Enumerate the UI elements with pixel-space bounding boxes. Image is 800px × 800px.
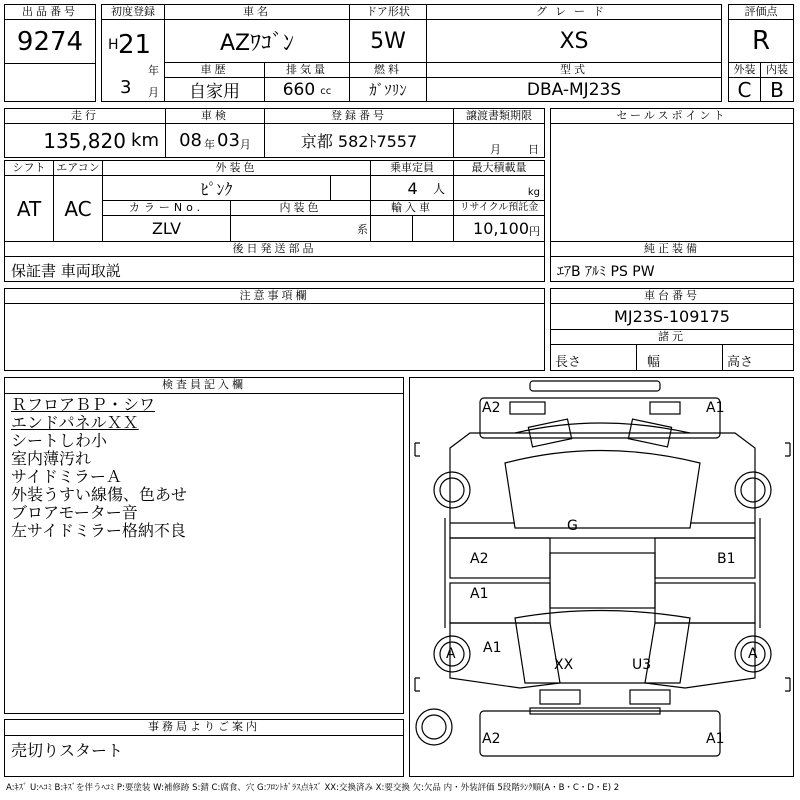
fuel-label: 燃料 xyxy=(349,62,427,78)
damage-mark: A xyxy=(748,646,758,662)
inspector-line: 外装うすい線傷、色あせ xyxy=(11,485,188,504)
spec-length-label: 長さ xyxy=(555,355,582,370)
chassis-label: 車台番号 xyxy=(550,288,794,304)
damage-mark: A1 xyxy=(706,400,725,416)
damage-mark: A1 xyxy=(470,586,489,602)
reg-number-label: 登録番号 xyxy=(264,108,454,124)
inspector-line: ＲフロアＢＰ・シワ xyxy=(11,395,156,414)
capacity-label: 乗車定員 xyxy=(370,160,454,176)
damage-mark: XX xyxy=(554,657,574,673)
max-load-label: 最大積載量 xyxy=(453,160,545,176)
inspector-label: 検査員記入欄 xyxy=(4,377,404,394)
office-box xyxy=(4,735,404,777)
door-label: ドア形状 xyxy=(349,4,427,20)
model-label: 型式 xyxy=(426,62,722,78)
inspector-line: サイドミラーＡ xyxy=(11,467,122,486)
damage-mark: G xyxy=(567,518,578,534)
door-value: 5W xyxy=(349,19,427,63)
transfer-month-unit: 月 xyxy=(490,143,501,156)
car-name: AZﾜｺﾞﾝ xyxy=(164,19,350,63)
int-color-unit: 系 xyxy=(357,222,368,236)
mileage-label: 走行 xyxy=(4,108,166,124)
max-load-box xyxy=(453,175,545,201)
damage-mark: A2 xyxy=(482,731,501,747)
first-reg-era: H xyxy=(108,37,119,53)
mileage-unit: km xyxy=(131,130,159,151)
specs-label: 諸元 xyxy=(550,329,794,345)
first-reg-box xyxy=(101,19,165,102)
spec-height-label: 高さ xyxy=(727,355,754,370)
damage-mark: A2 xyxy=(470,551,489,567)
lot-number: 9274 xyxy=(4,19,96,64)
damage-mark: U3 xyxy=(632,657,652,673)
recycle-box xyxy=(453,215,545,242)
score-label: 評価点 xyxy=(728,4,794,20)
transfer-label: 譲渡書類期限 xyxy=(453,108,545,124)
car-diagram xyxy=(409,377,794,777)
displacement-label: 排気量 xyxy=(264,62,350,78)
ext-score-value: C xyxy=(728,77,761,102)
transfer-box xyxy=(453,123,545,158)
genuine-label: 純正装備 xyxy=(550,241,794,257)
recycle-unit: 円 xyxy=(529,224,540,238)
damage-mark: B1 xyxy=(717,551,736,567)
legend: A:ｷｽﾞ U:ﾍｺﾐ B:ｷｽﾞを伴うﾍｺﾐ P:要塗装 W:補修跡 S:錆 C:腐食、穴 G:ﾌﾛﾝﾄｶﾞﾗｽ点ｷｽﾞ XX:交換済み X:要交換 欠:欠品 内・外装評価 5段階ﾗﾝｸ順(A・B・C・D・E) 2 xyxy=(6,783,620,793)
spec-length-box xyxy=(550,344,637,371)
lot-blank xyxy=(4,63,96,102)
mileage-value: 135,820 xyxy=(43,128,126,153)
car-outline xyxy=(410,378,795,778)
capacity-value: 4 xyxy=(407,178,418,198)
damage-mark: A2 xyxy=(482,400,501,416)
reg-number-value: 京都 582ﾄ7557 xyxy=(264,123,454,158)
score-value: R xyxy=(728,19,794,63)
grade-value: XS xyxy=(426,19,722,63)
transfer-day-unit: 日 xyxy=(528,143,539,156)
spec-height-box xyxy=(722,344,794,371)
displacement-unit: cc xyxy=(320,86,332,97)
int-score-label: 内装 xyxy=(760,62,794,78)
history-value: 自家用 xyxy=(164,77,265,102)
int-color-box xyxy=(230,215,371,242)
car-name-label: 車名 xyxy=(164,4,350,20)
office-label: 事務局よりご案内 xyxy=(4,719,404,736)
ext-score-label: 外装 xyxy=(728,62,761,78)
shift-value: AT xyxy=(4,175,54,242)
sales-point-box xyxy=(550,123,794,242)
office-value: 売切りスタート xyxy=(11,741,124,760)
spec-width-label: 幅 xyxy=(647,355,661,370)
color-no-label: カラーNo. xyxy=(102,200,231,216)
shift-label: シフト xyxy=(4,160,54,176)
import-label: 輸入車 xyxy=(370,200,454,216)
inspector-line: エンドパネルＸＸ xyxy=(11,413,139,432)
later-parts-value: 保証書 車両取説 xyxy=(11,262,121,280)
inspection-label: 車検 xyxy=(165,108,265,124)
int-score-value: B xyxy=(760,77,794,102)
first-reg-month-unit: 月 xyxy=(148,86,159,99)
import-box-2 xyxy=(412,215,454,242)
first-reg-month: 3 xyxy=(120,77,132,98)
capacity-unit: 人 xyxy=(432,181,445,196)
ext-color-value: ﾋﾟﾝｸ xyxy=(102,175,331,201)
inspector-box xyxy=(4,393,404,714)
first-reg-year-unit: 年 xyxy=(148,64,159,77)
first-reg-label: 初度登録 xyxy=(101,4,165,20)
fuel-value: ｶﾞｿﾘﾝ xyxy=(349,77,427,102)
aircon-value: AC xyxy=(53,175,103,242)
grade-label: グレード xyxy=(426,4,722,20)
notes-label: 注意事項欄 xyxy=(4,288,545,304)
notes-box xyxy=(4,303,545,371)
ext-color-blank xyxy=(330,175,371,201)
model-value: DBA-MJ23S xyxy=(426,77,722,102)
inspector-line: ブロアモーター音 xyxy=(11,503,138,522)
inspection-month-unit: 月 xyxy=(239,137,251,151)
mileage-box xyxy=(4,123,166,158)
genuine-box xyxy=(550,256,794,282)
later-parts-box xyxy=(4,256,545,282)
displacement-value: 660 xyxy=(282,79,316,100)
lot-label: 出品番号 xyxy=(4,4,96,20)
inspection-month: 03 xyxy=(217,130,240,151)
inspection-year: 08 xyxy=(179,130,202,151)
first-reg-year: 21 xyxy=(118,30,152,60)
history-label: 車歴 xyxy=(164,62,265,78)
later-parts-label: 後日発送部品 xyxy=(4,241,545,257)
inspection-year-unit: 年 xyxy=(204,137,215,151)
genuine-value: ｴｱB ｱﾙﾐ PS PW xyxy=(557,264,655,280)
damage-mark: A1 xyxy=(483,640,502,656)
import-box-1 xyxy=(370,215,413,242)
inspector-line: 室内薄汚れ xyxy=(11,449,92,468)
max-load-unit: kg xyxy=(527,187,540,198)
inspector-line: シートしわ小 xyxy=(11,431,108,450)
recycle-label: リサイクル預託金 xyxy=(453,200,545,216)
chassis-value: MJ23S-109175 xyxy=(550,303,794,330)
recycle-value: 10,100 xyxy=(473,219,529,238)
sales-point-label: セールスポイント xyxy=(550,108,794,124)
displacement-box xyxy=(264,77,350,102)
inspector-line: 左サイドミラー格納不良 xyxy=(11,521,186,540)
damage-mark: A xyxy=(446,646,456,662)
spec-width-box xyxy=(636,344,723,371)
int-color-label: 内装色 xyxy=(230,200,371,216)
inspection-box xyxy=(165,123,265,158)
color-no-value: ZLV xyxy=(102,215,231,242)
aircon-label: エアコン xyxy=(53,160,103,176)
ext-color-label: 外装色 xyxy=(102,160,371,176)
damage-mark: A1 xyxy=(706,731,725,747)
capacity-box xyxy=(370,175,454,201)
